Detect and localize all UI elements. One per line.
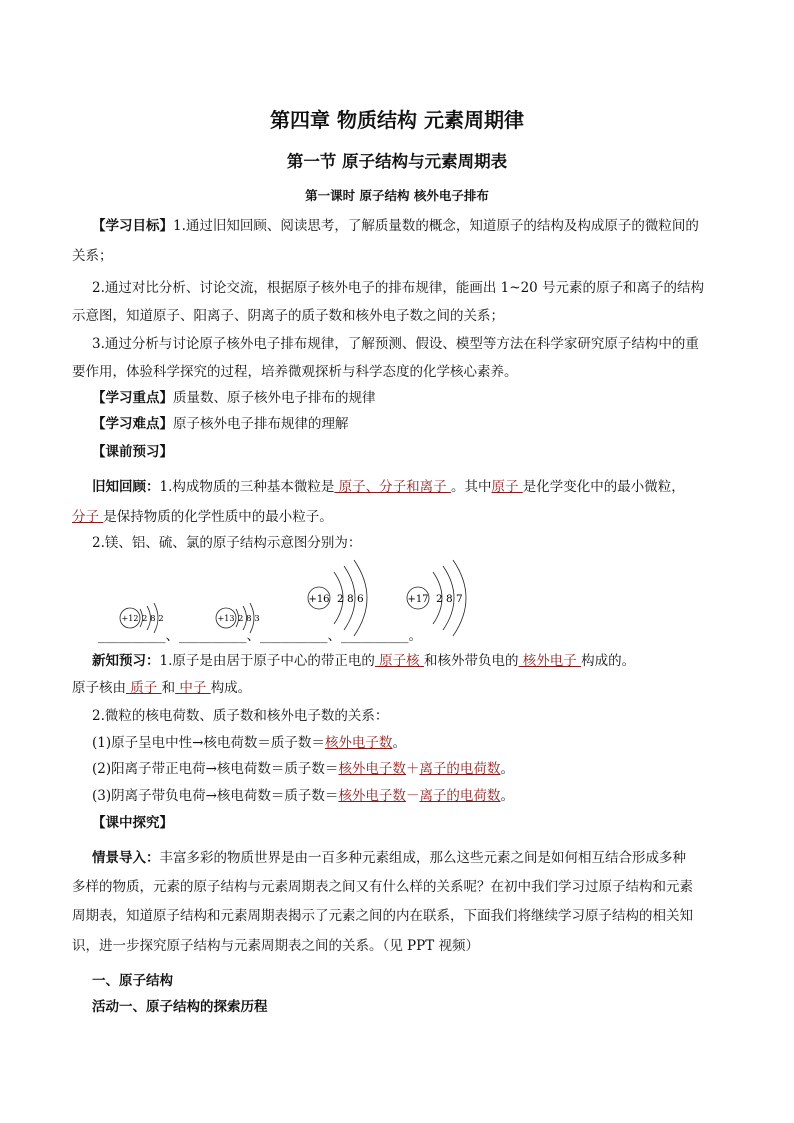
objectives-line-2: 关系； — [72, 248, 113, 264]
key-points-label: 【学习重点】 — [92, 390, 173, 406]
scene-line-3: 周期表，知道原子结构和元素周期表揭示了元素之间的内在联系，下面我们将继续学习原子结构的相关知 — [72, 908, 693, 924]
activity-1-heading: 活动一、原子结构的探索历程 — [92, 999, 268, 1015]
key-points — [92, 388, 376, 408]
diagram-cl — [407, 560, 466, 636]
relation-3-text: (3)阴离子带负电荷→核电荷数＝质子数＝ — [92, 788, 339, 804]
relation-2-op: ＋ — [405, 761, 420, 777]
electron-label: 2 8 7 — [436, 593, 463, 605]
key-points-text: 质量数、原子核外电子排布的规律 — [173, 390, 376, 406]
objectives-line-6: 要作用，体验科学探究的过程，培养微观探析与科学态度的化学核心素养。 — [72, 364, 518, 380]
np-t2: 和核外带负电的 — [423, 653, 519, 669]
new-preview-line-2 — [72, 678, 251, 698]
section-title: 第一节 原子结构与元素周期表 — [286, 152, 508, 171]
review-t3: 是化学变化中的最小微粒， — [522, 479, 685, 495]
relation-1 — [92, 733, 406, 753]
review-answer-1: 原子、分子和离子 — [334, 479, 451, 495]
explore-label: 【课中探究】 — [92, 815, 173, 831]
objectives-label: 【学习目标】 — [92, 218, 173, 234]
objectives-line-5: 3.通过分析与讨论原子核外电子排布规律，了解预测、假设、模型等方法在科学家研究原子结构中的重 — [92, 336, 699, 352]
lesson-title: 第一课时 原子结构 核外电子排布 — [305, 188, 489, 203]
new-preview-line-1 — [92, 651, 635, 671]
relation-2-end: 。 — [500, 761, 514, 777]
np-t4: 原子核由 — [72, 680, 126, 696]
np-answer-1: 原子核 — [374, 653, 424, 669]
preview-label: 【课前预习】 — [92, 444, 173, 460]
np-answer-3: 质子 — [126, 680, 162, 696]
review-question-2: 2.镁、铝、硫、氯的原子结构示意图分别为： — [92, 535, 362, 551]
objectives-line-1 — [92, 216, 699, 236]
nucleus-label: +13 — [217, 614, 235, 623]
np-answer-2: 核外电子 — [518, 653, 582, 669]
np-t5: 和 — [161, 680, 176, 696]
relation-2 — [92, 759, 514, 779]
nucleus-label: +12 — [121, 614, 139, 623]
diagram-s — [308, 560, 367, 636]
relation-3-answer-a: 核外电子数 — [338, 788, 406, 804]
review-answer-3: 分子 — [72, 509, 104, 525]
objective-1a: 1.通过旧知回顾、阅读思考，了解质量数的概念，知道原子的结构及构成原子的微粒间的 — [173, 218, 699, 234]
objectives-line-3: 2.通过对比分析、讨论交流，根据原子核外电子的排布规律，能画出 1~20 号元素的原子和离子的结构 — [92, 280, 705, 296]
relation-3-answer-b: 离子的电荷数 — [419, 788, 501, 804]
relation-3-end: 。 — [500, 788, 514, 804]
scene-label: 情景导入： — [92, 850, 160, 866]
review-t4: 是保持物质的化学性质中的最小粒子。 — [103, 509, 333, 525]
review-line-1 — [92, 477, 685, 497]
chapter-title: 第四章 物质结构 元素周期律 — [270, 108, 524, 132]
review-t2: 。其中 — [450, 479, 492, 495]
objectives-line-4: 示意图，知道原子、阳离子、阴离子的质子数和核外电子数之间的关系； — [72, 308, 504, 324]
electron-label-al: 2 8 3 — [238, 614, 260, 624]
review-line-2 — [72, 507, 333, 527]
electron-label: 2 8 6 — [337, 593, 364, 605]
relation-2-text: (2)阳离子带正电荷→核电荷数＝质子数＝ — [92, 761, 339, 777]
nucleus-label: +17 — [407, 594, 429, 605]
difficulties-text: 原子核外电子排布规律的理解 — [173, 416, 349, 432]
scene-line-4: 识，进一步探究原子结构与元素周期表之间的关系。（见 PPT 视频） — [72, 938, 480, 954]
scene-l1: 丰富多彩的物质世界是由一百多种元素组成，那么这些元素之间是如何相互结合形成多种 — [159, 850, 686, 866]
np-answer-4: 中子 — [175, 680, 211, 696]
relation-3 — [92, 786, 514, 806]
review-label: 旧知回顾： — [92, 479, 160, 495]
scene-line-1 — [92, 848, 686, 868]
np-t3: 构成的。 — [581, 653, 636, 669]
nucleus-label: +16 — [308, 594, 330, 605]
relation-1-end: 。 — [392, 735, 406, 751]
new-preview-label: 新知预习： — [92, 653, 160, 669]
review-answer-2: 原子 — [491, 479, 523, 495]
relation-1-text: (1)原子呈电中性→核电荷数＝质子数＝ — [92, 735, 325, 751]
part-1-heading: 一、原子结构 — [92, 973, 173, 989]
scene-line-2: 多样的物质，元素的原子结构与元素周期表之间又有什么样的关系呢？在初中我们学习过原子结构和元素 — [72, 879, 693, 895]
np-t1: 1.原子是由居于原子中心的带正电的 — [159, 653, 375, 669]
electron-label: 2 8 2 — [142, 614, 164, 624]
relation-2-answer-a: 核外电子数 — [338, 761, 406, 777]
np-t6: 构成。 — [210, 680, 252, 696]
relation-3-op: － — [405, 788, 420, 804]
difficulties-label: 【学习难点】 — [92, 416, 173, 432]
relation-1-answer: 核外电子数 — [324, 735, 393, 751]
relation-2-answer-b: 离子的电荷数 — [419, 761, 501, 777]
new-preview-question-2: 2.微粒的核电荷数、质子数和核外电子数的关系： — [92, 708, 389, 724]
review-t1: 1.构成物质的三种基本微粒是 — [159, 479, 335, 495]
difficulties — [92, 414, 349, 434]
diagram-blanks: __________、__________、__________、__________。 — [98, 628, 422, 644]
